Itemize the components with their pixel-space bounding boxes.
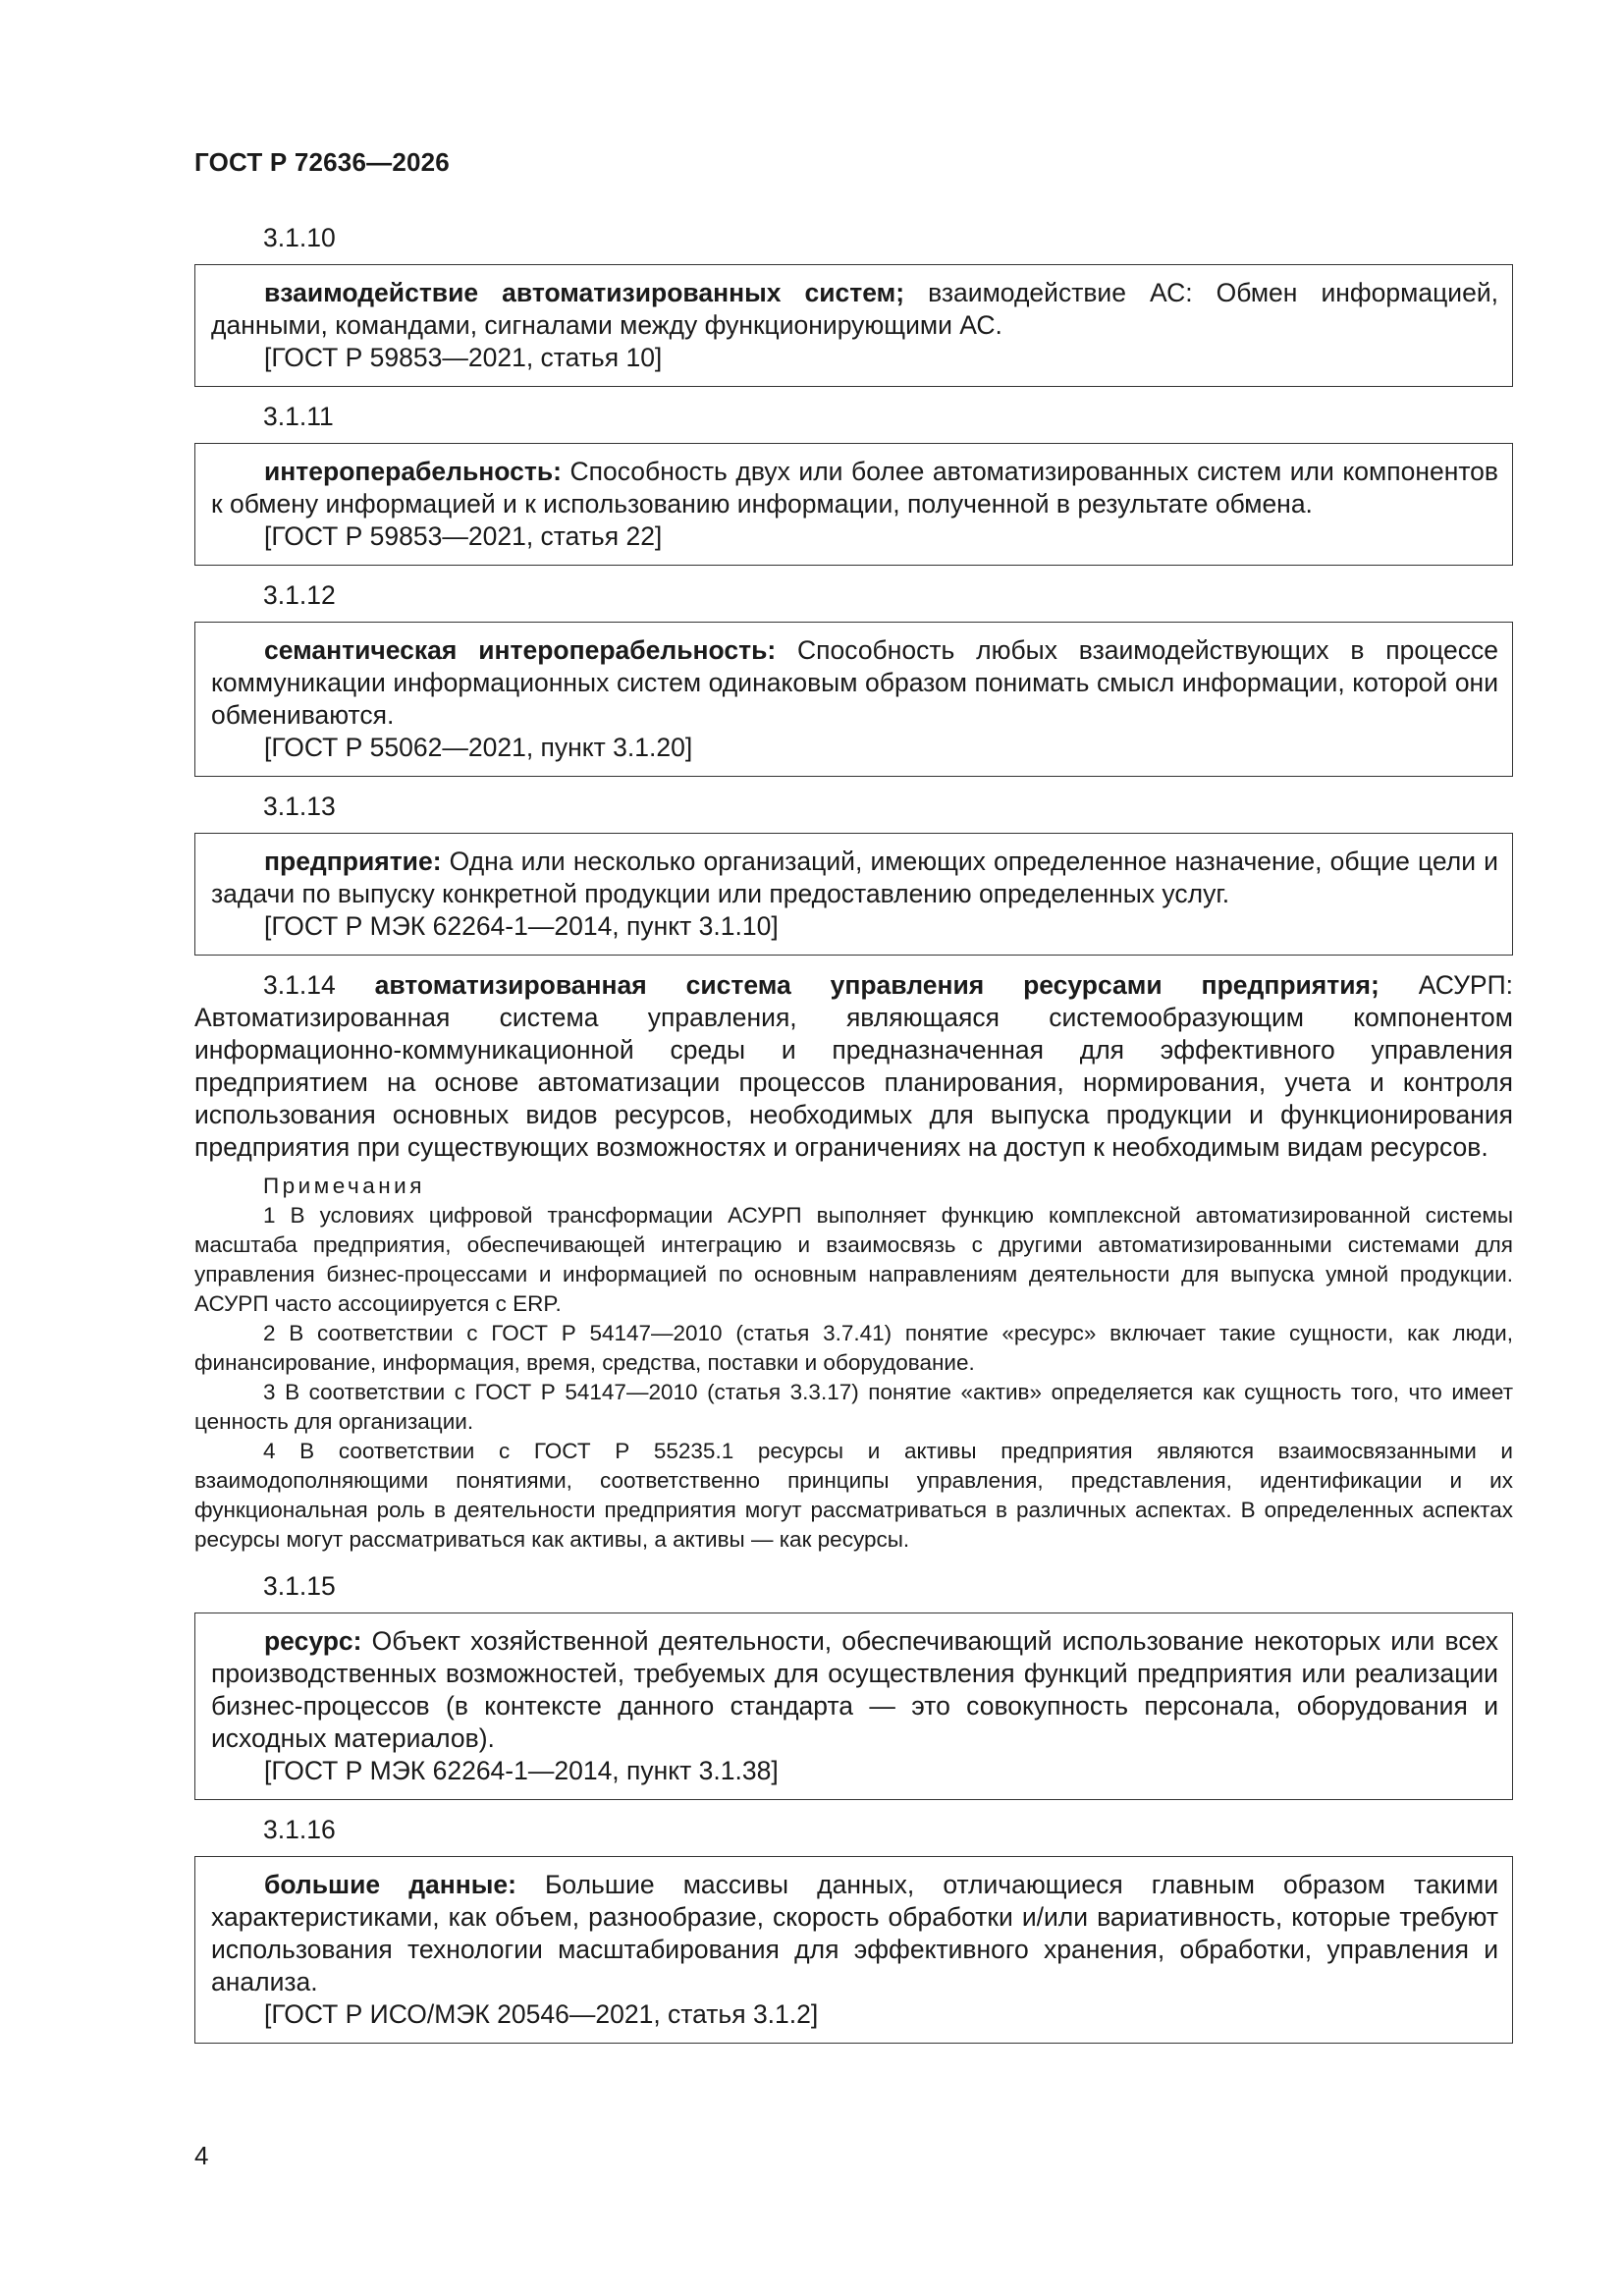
term-box (194, 833, 1513, 956)
term-box (194, 1856, 1513, 2044)
term-number: 3.1.11 (263, 402, 334, 431)
term-source: [ГОСТ Р МЭК 62264-1—2014, пункт 3.1.10] (264, 911, 779, 941)
term-source: [ГОСТ Р 55062—2021, пункт 3.1.20] (264, 733, 693, 762)
term-source: [ГОСТ Р ИСО/МЭК 20546—2021, статья 3.1.2] (264, 1999, 819, 2029)
document-header: ГОСТ Р 72636—2026 (194, 147, 450, 177)
term-free-paragraph (194, 969, 1513, 1164)
term-definition: взаимодействие АС: Обмен информацией, данными, командами, сигналами между функционирующими АС. (211, 278, 1498, 340)
term-definition: Большие массивы данных, отличающиеся главным образом такими характеристиками, как объем, разнообразие, скорость обработки и/или вариативность, которые требуют использования технологии масштабирования для эффективного хранения, обработки, управления и анализа. (211, 1870, 1499, 1996)
note-item: 3 В соответствии с ГОСТ Р 54147—2010 (статья 3.3.17) понятие «актив» определяется как сущность того, что имеет ценность для организации. (194, 1380, 1513, 1434)
term-source: [ГОСТ Р 59853—2021, статья 10] (264, 343, 663, 372)
term-box (194, 622, 1513, 777)
term-number: 3.1.16 (263, 1815, 336, 1844)
term-definition: Способность любых взаимодействующих в процессе коммуникации информационных систем одинаковым образом понимать смысл информации, которой они обмениваются. (211, 635, 1498, 730)
note-item: 1 В условиях цифровой трансформации АСУРП выполняет функцию комплексной автоматизированной системы масштаба предприятия, обеспечивающей интеграцию и взаимосвязь с другими автоматизированными системами для управления бизнес-процессами и информацией по основным направлениям деятельности для выпуска умной продукции. АСУРП часто ассоциируется с ERP. (194, 1203, 1513, 1316)
term-source: [ГОСТ Р 59853—2021, статья 22] (264, 521, 663, 551)
note-item: 2 В соответствии с ГОСТ Р 54147—2010 (статья 3.7.41) понятие «ресурс» включает такие сущности, как люди, финансирование, информация, время, средства, поставки и оборудование. (194, 1321, 1513, 1375)
term-name: ресурс: (264, 1626, 362, 1656)
term-name: предприятие: (264, 847, 442, 876)
term-number: 3.1.10 (263, 223, 336, 252)
term-box (194, 264, 1513, 387)
note-item: 4 В соответствии с ГОСТ Р 55235.1 ресурсы и активы предприятия являются взаимосвязанными и взаимодополняющими понятиями, соответственно принципы управления, представления, идентификации и их функциональная роль в деятельности предприятия могут рассматриваться в различных аспектах. В определенных аспектах ресурсы могут рассматриваться как активы, а активы — как ресурсы. (194, 1439, 1513, 1552)
term-source: [ГОСТ Р МЭК 62264-1—2014, пункт 3.1.38] (264, 1756, 779, 1785)
term-box (194, 1613, 1513, 1800)
notes-heading: Примечания (263, 1174, 425, 1198)
term-number: 3.1.14 (263, 970, 336, 1000)
term-name: автоматизированная система управления ресурсами предприятия; (374, 970, 1380, 1000)
term-number: 3.1.13 (263, 792, 336, 821)
term-name: взаимодействие автоматизированных систем; (264, 278, 905, 307)
term-definition: Одна или несколько организаций, имеющих определенное назначение, общие цели и задачи по выпуску конкретной продукции или предоставлению определенных услуг. (211, 847, 1498, 908)
notes-block (194, 1172, 1513, 1555)
term-box (194, 443, 1513, 566)
term-number: 3.1.12 (263, 580, 336, 610)
page-content (194, 222, 1513, 2057)
term-name: интероперабельность: (264, 457, 562, 486)
term-name: большие данные: (264, 1870, 516, 1899)
term-number: 3.1.15 (263, 1571, 336, 1601)
term-definition: Объект хозяйственной деятельности, обеспечивающий использование некоторых или всех производственных возможностей, требуемых для осуществления функций предприятия или реализации бизнес-процессов (в контексте данного стандарта — это совокупность персонала, оборудования и исходных материалов). (211, 1626, 1498, 1753)
term-definition: Способность двух или более автоматизированных систем или компонентов к обмену информацией и к использованию информации, полученной в результате обмена. (211, 457, 1498, 519)
page-number: 4 (194, 2141, 209, 2170)
term-name: семантическая интероперабельность: (264, 635, 777, 665)
term-definition: АСУРП: Автоматизированная система управления, являющаяся системообразующим компонентом информационно-коммуникационной среды и предназначенная для эффективного управления предприятием на основе автоматизации процессов планирования, нормирования, учета и контроля использования основных видов ресурсов, необходимых для выпуска продукции и функционирования предприятия при существующих возможностях и ограничениях на доступ к необходимым видам ресурсов. (194, 970, 1513, 1162)
